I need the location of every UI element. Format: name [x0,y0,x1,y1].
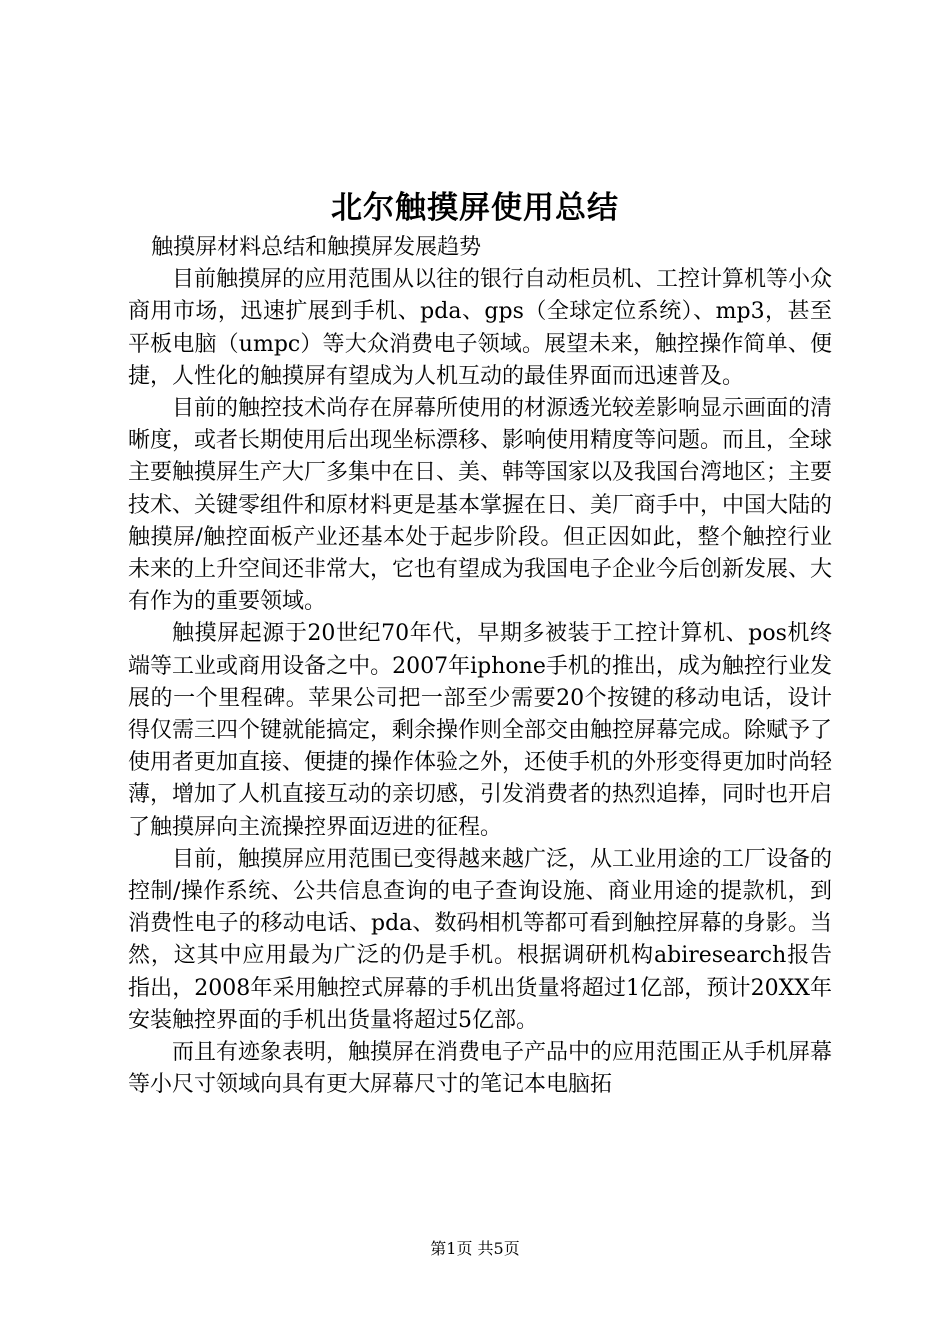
document-body [128,232,832,1101]
page-title: 北尔触摸屏使用总结 [331,190,619,226]
paragraph: 目前的触控技术尚存在屏幕所使用的材源透光较差影响显示画面的清晰度，或者长期使用后出现坐标漂移、影响使用精度等问题。而且，全球主要触摸屏生产大厂多集中在日、美、韩等国家以及我国台湾地区；主要技术、关键零组件和原材料更是基本掌握在日、美厂商手中，中国大陆的触摸屏/触控面板产业还基本处于起步阶段。但正因如此，整个触控行业未来的上升空间还非常大，它也有望成为我国电子企业今后创新发展、大有作为的重要领域。 [128,396,833,615]
paragraph: 目前触摸屏的应用范围从以往的银行自动柜员机、工控计算机等小众商用市场，迅速扩展到手机、pda、gps（全球定位系统）、mp3，甚至平板电脑（umpc）等大众消费电子领域。展望未来，触控操作简单、便捷，人性化的触摸屏有望成为人机互动的最佳界面而迅速普及。 [128,267,833,389]
page-footer: 第1页 共5页 [430,1239,520,1258]
paragraph-subtitle: 触摸屏材料总结和触摸屏发展趋势 [151,235,482,260]
paragraph: 目前，触摸屏应用范围已变得越来越广泛，从工业用途的工厂设备的控制/操作系统、公共信息查询的电子查询设施、商业用途的提款机，到消费性电子的移动电话、pda、数码相机等都可看到触控屏幕的身影。当然，这其中应用最为广泛的仍是手机。根据调研机构abiresearch报告指出，2008年采用触控式屏幕的手机出货量将超过1亿部，预计20XX年安装触控界面的手机出货量将超过5亿部。 [128,846,833,1033]
paragraph: 而且有迹象表明，触摸屏在消费电子产品中的应用范围正从手机屏幕等小尺寸领域向具有更大屏幕尺寸的笔记本电脑拓 [128,1040,833,1098]
paragraph: 触摸屏起源于20世纪70年代，早期多被装于工控计算机、pos机终端等工业或商用设备之中。2007年iphone手机的推出，成为触控行业发展的一个里程碑。苹果公司把一部至少需要20个按键的移动电话，设计得仅需三四个键就能搞定，剩余操作则全部交由触控屏幕完成。除赋予了使用者更加直接、便捷的操作体验之外，还使手机的外形变得更加时尚轻薄，增加了人机直接互动的亲切感，引发消费者的热烈追捧，同时也开启了触摸屏向主流操控界面迈进的征程。 [128,621,833,840]
